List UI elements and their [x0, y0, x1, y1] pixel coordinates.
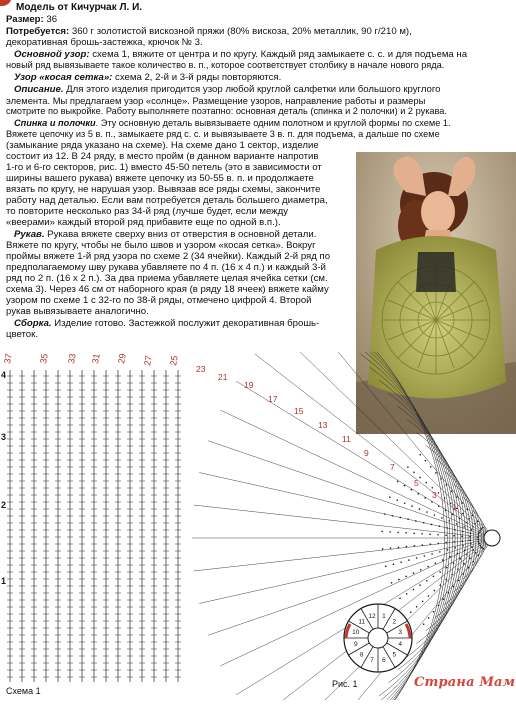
- sleeve-text-6: схема 3). Через 46 см от наборного края (в ряду 18 ячеек) вяжете кайму: [6, 284, 329, 295]
- stitch-dot: [472, 514, 474, 516]
- description-text-3: смотрите по выкройке. Работу выполняете поэтапно: основная деталь (спинка и 2 полочки) и 2 рукава.: [6, 106, 447, 116]
- stitch-dot: [419, 477, 421, 479]
- size-line: [6, 14, 57, 26]
- stitch-dot: [478, 534, 480, 536]
- row-number: 3: [432, 490, 437, 500]
- stitch-dot: [469, 557, 471, 559]
- stitch-dot: [479, 530, 481, 532]
- main-pattern-text-2: новый ряд вывязываете такое количество в. п., которое соответствует столбику в начале нового ряда.: [6, 60, 445, 70]
- sector-number: 5: [392, 651, 397, 659]
- stitch-dot: [471, 529, 473, 531]
- assembly-text-2: цветок.: [6, 329, 38, 340]
- back-front-text-7: вязать по кругу, не нарушая узор. Вывязав все ряды схемы, закончите: [6, 184, 321, 195]
- stitch-dot: [469, 539, 471, 541]
- stitch-dot: [413, 589, 415, 591]
- center-ring: [484, 530, 500, 546]
- row-number: 7: [390, 462, 395, 472]
- stitch-dot: [468, 567, 470, 569]
- stitch-dot: [411, 489, 413, 491]
- back-front-text-8: работу над деталью. Если вам потребуется деталь большего диаметра,: [6, 195, 328, 206]
- stitch-dot: [391, 582, 393, 584]
- main-pattern-text-1: схема 1, вяжите от центра и по кругу. Каждый ряд замыкаете с. с. и для подъема на: [89, 49, 468, 60]
- stitch-dot: [470, 543, 472, 545]
- chart-stroke: [277, 352, 492, 538]
- stitch-dot: [429, 533, 431, 535]
- stitch-dot: [462, 545, 464, 547]
- stitch-dot: [477, 536, 479, 538]
- stitch-dot: [426, 580, 428, 582]
- row-number: 37: [2, 352, 14, 365]
- row-number: 9: [364, 448, 369, 458]
- braid-pattern-line: [14, 72, 281, 84]
- stitch-dot: [393, 563, 395, 565]
- stitch-dot: [410, 611, 412, 613]
- main-pattern-label: Основной узор:: [14, 49, 90, 60]
- side-number: 3: [1, 432, 7, 442]
- stitch-dot: [473, 561, 475, 563]
- materials-line-1: [6, 26, 412, 38]
- stitch-dot: [397, 481, 399, 483]
- stitch-dot: [434, 514, 436, 516]
- row-number: 21: [218, 372, 228, 382]
- stitch-dot: [463, 573, 465, 575]
- stitch-dot: [477, 539, 479, 541]
- sector-number: 12: [368, 612, 376, 620]
- figure-1-caption: Рис. 1: [332, 679, 358, 689]
- row-number: 15: [294, 406, 304, 416]
- description-line-1: [14, 84, 441, 96]
- row-number: 17: [268, 394, 278, 404]
- sector-number: 9: [353, 640, 358, 648]
- sleeve-label: Рукав.: [14, 229, 45, 240]
- stitch-dot: [389, 496, 391, 498]
- stitch-dot: [385, 565, 387, 567]
- back-front-text-3: (замыкание ряда указано на схеме). На схеме дано 1 сектор, изделие: [6, 140, 319, 151]
- stitch-dot: [438, 505, 440, 507]
- sleeve-text-5: ряд по 2 п. (16 х 2 п.). За два приема убавляете целая ячейка сетки (см.: [6, 273, 328, 284]
- stitch-dot: [478, 554, 480, 556]
- stitch-dot: [384, 513, 386, 515]
- stitch-dot: [459, 558, 461, 560]
- description-text-2: элемента. Мы предлагаем узор «солнце». Размещение узоров, направление работы и размеры: [6, 95, 426, 106]
- stitch-dot: [452, 514, 454, 516]
- stitch-dot: [396, 499, 398, 501]
- stitch-dot: [445, 579, 447, 581]
- sector-number: 3: [398, 629, 403, 637]
- stitch-dot: [461, 535, 463, 537]
- row-number: 25: [168, 354, 180, 367]
- row-number: 5: [414, 478, 419, 488]
- sleeve-text-2: Вяжете по кругу, чтобы не было швов и узором «косая сетка». Вокруг: [6, 240, 316, 251]
- back-front-label: Спинка и полочки: [14, 118, 96, 128]
- materials-text-2: декоративная брошь-застежка, крючок № 3.: [6, 37, 203, 48]
- sleeve-line-1: [14, 229, 316, 241]
- stitch-dot: [399, 597, 401, 599]
- row-number: 33: [66, 352, 78, 365]
- watermark-logo: Страна Мам: [414, 675, 516, 690]
- row-number: 13: [318, 420, 328, 430]
- stitch-dot: [405, 532, 407, 534]
- stitch-dot: [474, 523, 476, 525]
- stitch-dot: [420, 569, 422, 571]
- stitch-dot: [398, 547, 400, 549]
- stitch-dot: [453, 586, 455, 588]
- sector-number: 4: [398, 640, 403, 648]
- sleeve-text-7: узором по схеме 1 с 32-го по 38-й ряды, отмечено цифрой 4. Второй: [6, 295, 312, 306]
- stitch-dot: [479, 545, 481, 547]
- stitch-dot: [441, 517, 443, 519]
- stitch-dot: [414, 545, 416, 547]
- stitch-dot: [437, 543, 439, 545]
- sleeve-text-8: рукав вывязываете аналогично.: [6, 306, 149, 317]
- stitch-dot: [407, 466, 409, 468]
- stitch-dot: [433, 611, 435, 613]
- stitch-dot: [413, 572, 415, 574]
- stitch-dot: [475, 552, 477, 554]
- stitch-dot: [427, 566, 429, 568]
- stitch-dot: [432, 487, 434, 489]
- stitch-dot: [468, 518, 470, 520]
- stitch-dot: [419, 454, 421, 456]
- stitch-dot: [433, 576, 435, 578]
- stitch-dot: [461, 502, 463, 504]
- sector-number: 6: [382, 657, 386, 665]
- stitch-dot: [453, 541, 455, 543]
- materials-text-1: 360 г золотистой вискозной пряжи (80% вискоза, 20% металлик, 90 г/210 м),: [69, 26, 412, 37]
- stitch-dot: [473, 549, 475, 551]
- stitch-dot: [481, 547, 483, 549]
- stitch-dot: [456, 523, 458, 525]
- stitch-dot: [444, 497, 446, 499]
- stitch-dot: [425, 460, 427, 462]
- row-number: 35: [38, 352, 50, 365]
- stitch-dot: [463, 563, 465, 565]
- stitch-dot: [404, 502, 406, 504]
- stitch-dot: [451, 574, 453, 576]
- description-text-1: Для этого изделия пригодится узор любой круглой салфетки или большого круглого: [63, 84, 441, 95]
- stitch-dot: [471, 546, 473, 548]
- stitch-dot: [438, 605, 440, 607]
- stitch-dot: [482, 548, 484, 550]
- assembly-line-1: [14, 318, 319, 330]
- stitch-dot: [466, 508, 468, 510]
- stitch-dot: [419, 584, 421, 586]
- back-front-text-10: «веерами» каждый второй ряд прибавите еще по одной в.п.).: [6, 217, 281, 228]
- stitch-dot: [422, 544, 424, 546]
- stitch-dot: [448, 592, 450, 594]
- row-number: 19: [244, 380, 254, 390]
- back-front-line-1: [14, 118, 451, 130]
- stitch-dot: [437, 534, 439, 536]
- stitch-dot: [477, 521, 479, 523]
- stitch-dot: [454, 529, 456, 531]
- stitch-dot: [435, 472, 437, 474]
- stitch-dot: [406, 593, 408, 595]
- stitch-dot: [446, 527, 448, 529]
- stitch-dot: [434, 590, 436, 592]
- chart-stroke: [236, 381, 492, 538]
- stitch-dot: [382, 548, 384, 550]
- sector-number: 10: [352, 629, 360, 637]
- row-number: 31: [90, 352, 102, 365]
- stitch-dot: [422, 601, 424, 603]
- back-front-text-2: Вяжете цепочку из 5 в. п., замыкаете ряд с. с. и вывязываете 3 в. п. для подъема, а дальше по схеме: [6, 129, 440, 139]
- materials-label: Потребуется:: [6, 26, 70, 37]
- stitch-dot: [478, 543, 480, 545]
- stitch-dot: [459, 518, 461, 520]
- stitch-dot: [392, 515, 394, 517]
- stitch-dot: [399, 517, 401, 519]
- stitch-dot: [415, 520, 417, 522]
- stitch-dot: [430, 466, 432, 468]
- stitch-dot: [423, 623, 425, 625]
- side-number: 4: [1, 370, 7, 380]
- stitch-dot: [440, 584, 442, 586]
- stitch-dot: [470, 532, 472, 534]
- row-number: 23: [196, 364, 206, 374]
- stitch-dot: [439, 551, 441, 553]
- stitch-dot: [442, 559, 444, 561]
- assembly-text-1: Изделие готово. Застежкой послужит декоративная брошь-: [51, 318, 320, 329]
- stitch-dot: [424, 555, 426, 557]
- stitch-dot: [448, 520, 450, 522]
- stitch-dot: [447, 549, 449, 551]
- stitch-dot: [411, 505, 413, 507]
- back-front-text-4: состоит из 12. В 24 ряду, в место пройм (в данном варианте напротив: [6, 151, 319, 162]
- sleeve-text-1: Рукава вяжете сверху вниз от отверстия в основной детали.: [44, 229, 317, 240]
- stitch-dot: [407, 518, 409, 520]
- figure-1-sectors: [344, 604, 412, 672]
- row-number: 29: [116, 352, 128, 365]
- stitch-dot: [428, 617, 430, 619]
- stitch-dot: [462, 513, 464, 515]
- schema-1-caption: Схема 1: [6, 686, 41, 696]
- stitch-dot: [428, 595, 430, 597]
- back-front-text-6: ширины вашего рукава) вяжете цепочку из 50-55 в. п. и продолжаете: [6, 173, 314, 184]
- stitch-dot: [478, 541, 480, 543]
- stitch-dot: [424, 497, 426, 499]
- stitch-dot: [463, 526, 465, 528]
- main-pattern-line-1: [14, 49, 467, 61]
- braid-pattern-label: Узор «косая сетка»:: [14, 72, 113, 83]
- sector-number: 11: [358, 618, 366, 626]
- stitch-dot: [478, 532, 480, 534]
- stitch-dot: [397, 532, 399, 534]
- description-label: Описание.: [14, 84, 64, 95]
- stitch-dot: [417, 493, 419, 495]
- stitch-dot: [462, 531, 464, 533]
- model-author: Модель от Кичурчак Л. И.: [16, 2, 143, 13]
- crochet-diagram: [0, 352, 516, 700]
- stitch-dot: [451, 490, 453, 492]
- sector-number: 7: [370, 657, 374, 665]
- size-value: 36: [43, 14, 58, 25]
- stitch-dot: [416, 557, 418, 559]
- stitch-dot: [453, 535, 455, 537]
- back-front-text-1: . Эту основную деталь вывязываете одним полотном и круглой формы по схеме 1.: [95, 118, 451, 128]
- sleeve-text-3: проймы вяжете 1-й ряд узора по схеме 2 (34 ячейки). Каждый 2-й ряд по: [6, 251, 331, 262]
- side-number: 2: [1, 500, 7, 510]
- stitch-dot: [445, 534, 447, 536]
- stitch-dot: [440, 478, 442, 480]
- stitch-dot: [453, 562, 455, 564]
- stitch-dot: [466, 554, 468, 556]
- stitch-dot: [443, 598, 445, 600]
- stitch-dot: [446, 484, 448, 486]
- back-front-text-5: 1-го и 6-го секторов, рис. 1) вместо 45-50 петель (это в зависимости от: [6, 162, 322, 173]
- row-number: 1: [452, 502, 457, 512]
- stitch-dot: [439, 525, 441, 527]
- stitch-dot: [438, 492, 440, 494]
- stitch-dot: [456, 496, 458, 498]
- braid-pattern-text: схема 2, 2-й и 3-й ряды повторяются.: [112, 72, 282, 83]
- stitch-dot: [469, 536, 471, 538]
- stitch-dot: [416, 606, 418, 608]
- stitch-dot: [480, 528, 482, 530]
- stitch-dot: [419, 508, 421, 510]
- assembly-label: Сборка.: [14, 318, 52, 329]
- sleeve-text-4: предполагаемому шву рукава убавляете по 4 п. (16 х 4 п.) и каждый 3-й: [6, 262, 326, 273]
- stitch-dot: [389, 531, 391, 533]
- stitch-dot: [426, 511, 428, 513]
- stitch-dot: [406, 546, 408, 548]
- stitch-dot: [398, 579, 400, 581]
- stitch-dot: [454, 547, 456, 549]
- stitch-dot: [446, 567, 448, 569]
- stitch-dot: [431, 501, 433, 503]
- stitch-dot: [464, 549, 466, 551]
- sector-number: 2: [392, 618, 397, 626]
- sector-number: 1: [382, 612, 386, 620]
- row-number: 11: [342, 434, 351, 444]
- stitch-dot: [449, 556, 451, 558]
- stitch-dot: [404, 485, 406, 487]
- stitch-dot: [435, 562, 437, 564]
- sector-number: 8: [359, 651, 364, 659]
- stitch-dot: [423, 522, 425, 524]
- stitch-dot: [457, 553, 459, 555]
- stitch-dot: [400, 561, 402, 563]
- stitch-dot: [439, 571, 441, 573]
- size-label: Размер:: [6, 14, 44, 25]
- stitch-dot: [445, 509, 447, 511]
- stitch-dot: [413, 533, 415, 535]
- stitch-dot: [431, 553, 433, 555]
- stitch-dot: [381, 531, 383, 533]
- back-front-text-9: то повторите несколько раз 34-й ряд (лучше будет, если между: [6, 206, 288, 217]
- stitch-dot: [458, 579, 460, 581]
- stitch-dot: [482, 527, 484, 529]
- stitch-dot: [465, 522, 467, 524]
- stitch-dot: [413, 471, 415, 473]
- stitch-dot: [457, 568, 459, 570]
- stitch-dot: [405, 576, 407, 578]
- stitch-dot: [421, 533, 423, 535]
- stitch-dot: [408, 559, 410, 561]
- stitch-dot: [425, 482, 427, 484]
- stitch-dot: [472, 526, 474, 528]
- stitch-dot: [390, 547, 392, 549]
- stitch-dot: [431, 524, 433, 526]
- stitch-dot: [430, 543, 432, 545]
- row-number: 27: [142, 354, 154, 367]
- chapter-marker: [0, 0, 12, 6]
- side-number: 1: [1, 576, 7, 586]
- stitch-dot: [461, 540, 463, 542]
- stitch-dot: [445, 542, 447, 544]
